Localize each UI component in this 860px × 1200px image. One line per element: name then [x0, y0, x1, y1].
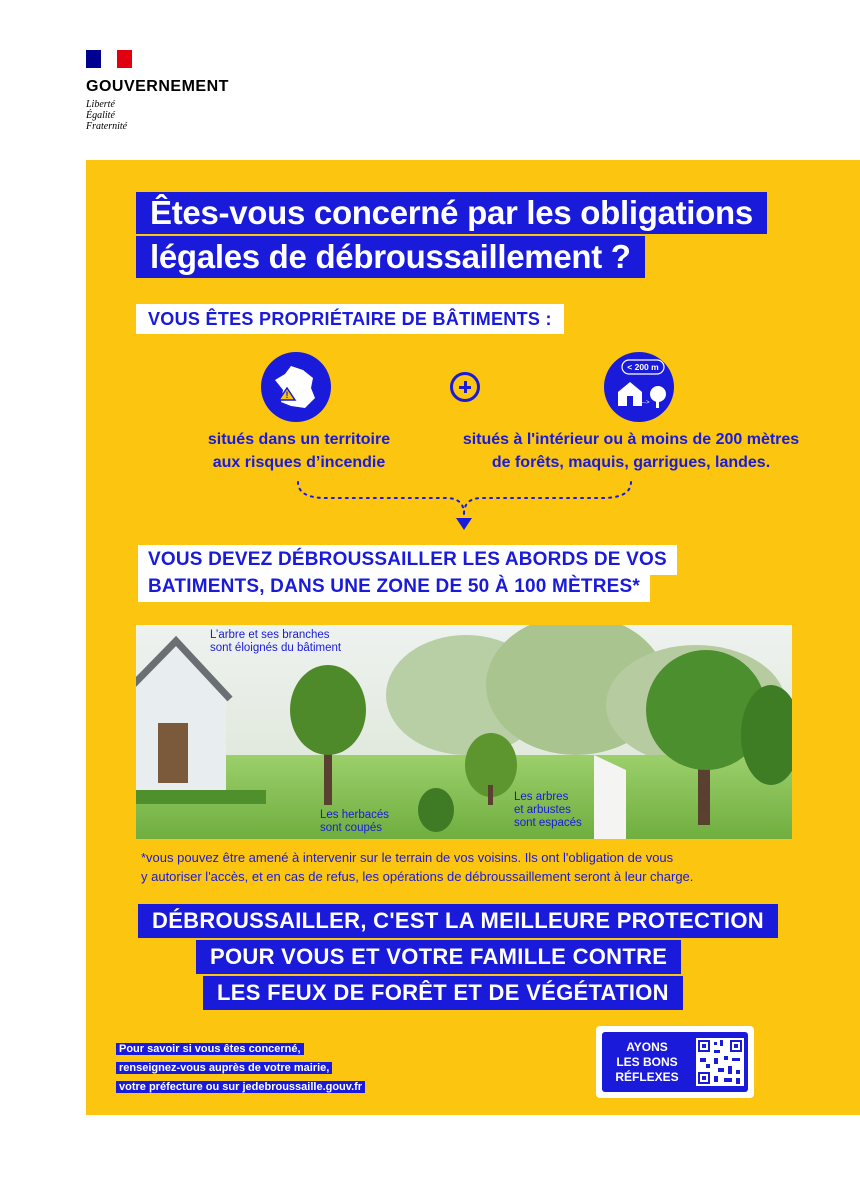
protection-line-2: POUR VOUS ET VOTRE FAMILLE CONTRE: [196, 940, 681, 974]
protection-line-3: LES FEUX DE FORÊT ET DE VÉGÉTATION: [203, 976, 683, 1010]
svg-text:<-->: <-->: [638, 400, 650, 406]
plus-icon: [450, 372, 480, 402]
annotation-shrubs: Les arbres et arbustes sont espacés: [514, 791, 582, 829]
condition-near-forest: situés à l'intérieur ou à moins de 200 mètres de forêts, maquis, garrigues, landes.: [462, 431, 800, 471]
qr-code[interactable]: [696, 1038, 744, 1086]
must-clear-line-1: VOUS DEVEZ DÉBROUSSAILLER LES ABORDS DE VOS: [138, 545, 677, 575]
condition-fire-risk: situés dans un territoire aux risques d’incendie: [207, 431, 391, 471]
owner-subtitle: VOUS ÊTES PROPRIÉTAIRE DE BÂTIMENTS :: [136, 304, 564, 334]
qr-caption: AYONS LES BONS RÉFLEXES: [615, 1040, 679, 1084]
qr-block: [596, 1026, 754, 1098]
svg-text:!: !: [285, 390, 289, 400]
title-line-1: Êtes-vous concerné par les obligations: [136, 192, 767, 234]
poster: [86, 160, 860, 1115]
title-line-2: légales de débroussaillement ?: [136, 236, 645, 278]
annotation-tree: L’arbre et ses branches sont éloignés du bâtiment: [210, 629, 342, 654]
france-risk-icon: [261, 352, 331, 422]
government-label: GOUVERNEMENT: [86, 78, 229, 95]
svg-text:< 200 m: < 200 m: [627, 362, 659, 372]
info-text: Pour savoir si vous êtes concerné, renseignez-vous auprès de votre mairie, votre préfecture ou sur jedebroussaille.gouv.fr: [116, 1040, 365, 1097]
garden-illustration: [136, 625, 792, 839]
annotation-grass: Les herbacés sont coupés: [320, 809, 390, 834]
french-flag-logo: [86, 50, 132, 68]
government-header: [86, 50, 229, 132]
house-distance-icon: [604, 352, 674, 422]
must-clear-line-2: BATIMENTS, DANS UNE ZONE DE 50 À 100 MÈTRES*: [138, 572, 650, 602]
dotted-connector: [286, 478, 646, 538]
republic-motto: Liberté Égalité Fraternité: [86, 99, 128, 132]
footnote: *vous pouvez être amené à intervenir sur le terrain de vos voisins. Ils ont l'obligation de vous y autoriser l'accès, et en cas de refus, les opérations de débroussaillement seront à leur charge.: [141, 850, 694, 884]
protection-line-1: DÉBROUSSAILLER, C'EST LA MEILLEURE PROTECTION: [138, 904, 778, 938]
